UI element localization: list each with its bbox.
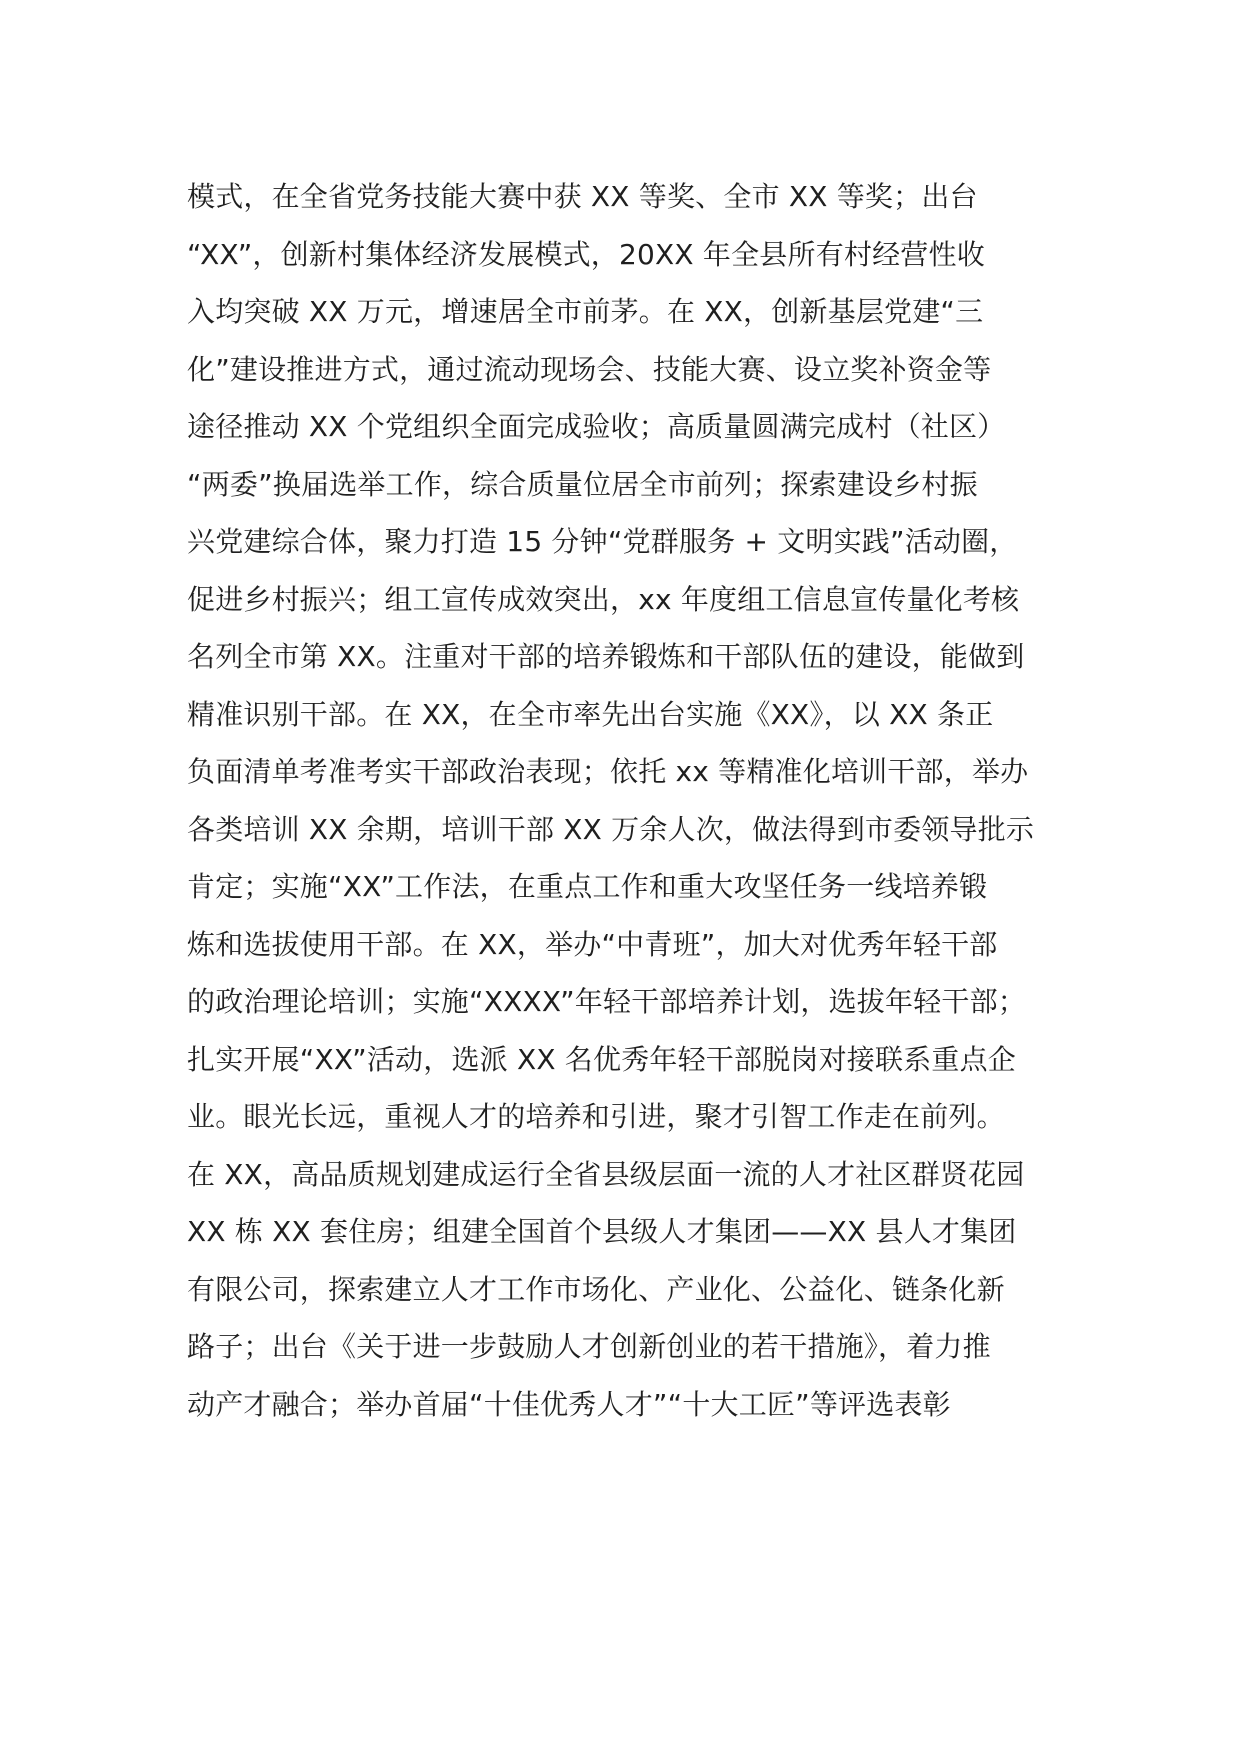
text-line: 负面清单考准考实干部政治表现；依托 xx 等精准化培训干部，举办 [187,755,1029,788]
text-line: 路子；出台《关于进一步鼓励人才创新创业的若干措施》，着力推 [187,1330,991,1363]
text-line: 兴党建综合体，聚力打造 15 分钟“党群服务 + 文明实践”活动圈， [187,525,1018,558]
text-line: 的政治理论培训；实施“XXXX”年轻干部培养计划，选拔年轻干部； [187,985,1027,1018]
text-line: 促进乡村振兴；组工宣传成效突出，xx 年度组工信息宣传量化考核 [187,582,1020,616]
text-line: “两委”换届选举工作，综合质量位居全市前列；探索建设乡村振 [187,467,978,501]
text-line: 化”建设推进方式，通过流动现场会、技能大赛、设立奖补资金等 [187,352,992,386]
text-line: 各类培训 XX 余期，培训干部 XX 万余人次，做法得到市委领导批示 [187,812,1035,846]
text-line: 炼和选拔使用干部。在 XX，举办“中青班”，加大对优秀年轻干部 [187,927,998,961]
text-line: 动产才融合；举办首届“十佳优秀人才”“十大工匠”等评选表彰 [187,1387,951,1421]
text-line: XX 栋 XX 套住房；组建全国首个县级人才集团——XX 县人才集团 [187,1215,1017,1248]
text-line: 扎实开展“XX”活动，选派 XX 名优秀年轻干部脱岗对接联系重点企 [187,1042,1017,1076]
text-line: 有限公司，探索建立人才工作市场化、产业化、公益化、链条化新 [187,1272,1005,1306]
text-line: 入均突破 XX 万元，增速居全市前茅。在 XX，创新基层党建“三 [187,295,984,328]
text-line: 名列全市第 XX。注重对干部的培养锻炼和干部队伍的建设，能做到 [187,640,1025,673]
text-line: 在 XX，高品质规划建成运行全省县级层面一流的人才社区群贤花园 [187,1157,1025,1191]
text-line: 肯定；实施“XX”工作法，在重点工作和重大攻坚任务一线培养锻 [187,870,988,903]
text-line: 精准识别干部。在 XX，在全市率先出台实施《XX》，以 XX 条正 [187,697,994,731]
text-line: “XX”，创新村集体经济发展模式，20XX 年全县所有村经营性收 [187,237,985,271]
text-line: 业。眼光长远，重视人才的培养和引进，聚才引智工作走在前列。 [187,1100,1005,1133]
text-line: 模式，在全省党务技能大赛中获 XX 等奖、全市 XX 等奖；出台 [187,180,978,213]
text-line: 途径推动 XX 个党组织全面完成验收；高质量圆满完成村（社区） [187,410,1006,443]
body-text [187,168,1067,1433]
